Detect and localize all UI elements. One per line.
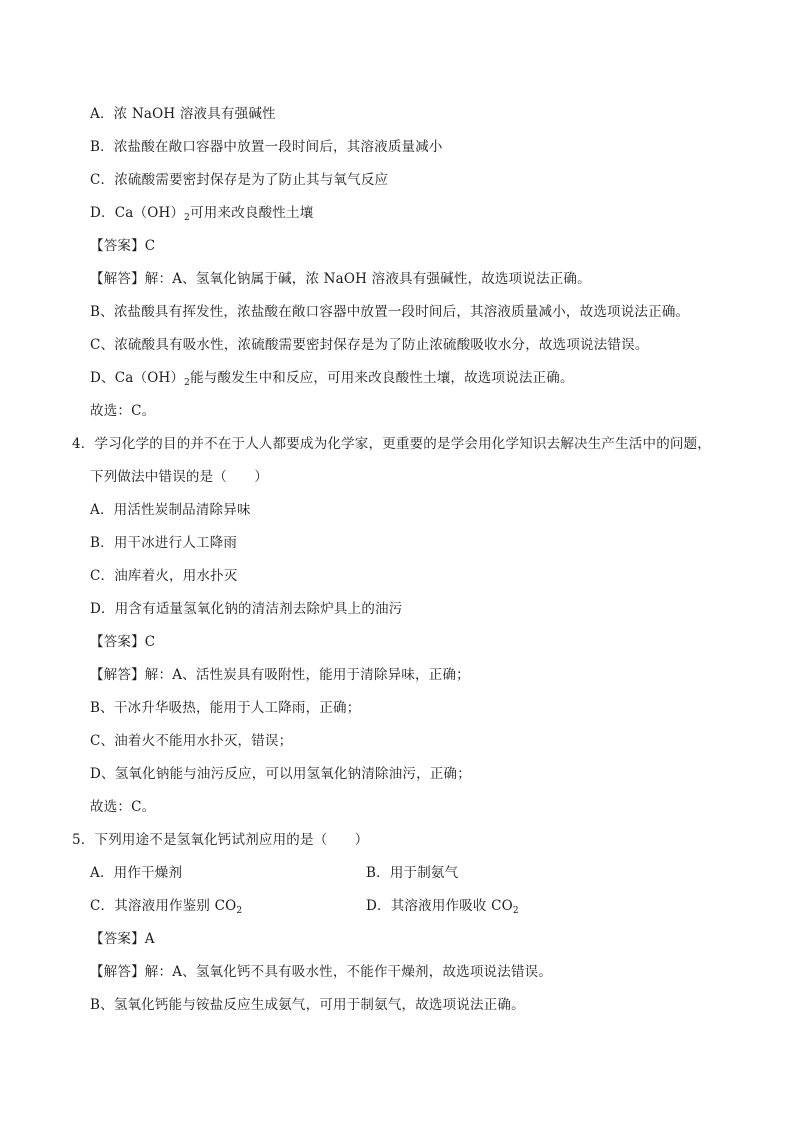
q3-explanation-d-text-rest: 能与酸发生中和反应，可用来改良酸性土壤，故选项说法正确。 <box>190 370 574 386</box>
q3-option-b: B．浓盐酸在敞口容器中放置一段时间后，其溶液质量减小 <box>90 139 443 155</box>
q4-explanation-a: 【解答】解：A、活性炭具有吸附性，能用于清除异味，正确； <box>90 667 470 683</box>
q4-stem-line2: 下列做法中错误的是（ ） <box>90 469 269 485</box>
q4-option-c: C．油库着火，用水扑灭 <box>90 568 238 584</box>
q4-explanation-d: D、氢氧化钠能与油污反应，可以用氢氧化钠清除油污，正确； <box>90 766 471 782</box>
q5-option-c-text: C．其溶液用作鉴别 CO <box>90 898 237 914</box>
q3-option-a: A．浓 NaOH 溶液具有强碱性 <box>90 106 276 122</box>
q3-option-d <box>90 204 313 222</box>
q5-option-c-subscript: 2 <box>236 906 243 916</box>
q5-explanation-b: B、氢氧化钙能与铵盐反应生成氨气，可用于制氨气，故选项说法正确。 <box>90 997 525 1013</box>
q5-answer: 【答案】A <box>90 931 155 947</box>
q3-explanation-c: C、浓硫酸具有吸水性，浓硫酸需要密封保存是为了防止浓硫酸吸收水分，故选项说法错误。 <box>90 337 649 353</box>
q3-explanation-d-subscript: 2 <box>184 378 191 388</box>
q3-choose: 故选：C。 <box>90 403 156 419</box>
q5-option-d <box>366 897 519 915</box>
q4-stem-line1: 4．学习化学的目的并不在于人人都要成为化学家，更重要的是学会用化学知识去解决生产生活中的问题， <box>72 436 711 452</box>
q3-explanation-b: B、浓盐酸具有挥发性，浓盐酸在敞口容器中放置一段时间后，其溶液质量减小，故选项说法正确。 <box>90 304 690 320</box>
q3-explanation-a: 【解答】解：A、氢氧化钠属于碱，浓 NaOH 溶液具有强碱性，故选项说法正确。 <box>90 271 591 287</box>
q4-option-b: B．用干冰进行人工降雨 <box>90 535 238 551</box>
q5-option-b: B．用于制氨气 <box>366 865 459 881</box>
q3-option-c: C．浓硫酸需要密封保存是为了防止其与氧气反应 <box>90 172 389 188</box>
q5-option-c <box>90 897 242 915</box>
q5-option-a: A．用作干燥剂 <box>90 865 183 881</box>
q4-option-a: A．用活性炭制品清除异味 <box>90 502 251 518</box>
q4-option-d: D．用含有适量氢氧化钠的清洁剂去除炉具上的油污 <box>90 601 403 617</box>
q5-option-d-text: D．其溶液用作吸收 CO <box>366 898 513 914</box>
q3-option-d-subscript: 2 <box>184 213 191 223</box>
q4-choose: 故选：C。 <box>90 799 156 815</box>
q4-answer: 【答案】C <box>90 634 156 650</box>
q5-stem: 5．下列用途不是氢氧化钙试剂应用的是（ ） <box>72 832 369 848</box>
q3-option-d-text: D．Ca（OH） <box>90 205 185 221</box>
q3-option-d-text-rest: 可用来改良酸性土壤 <box>190 205 314 221</box>
q5-option-d-subscript: 2 <box>512 906 519 916</box>
q3-explanation-d-text: D、Ca（OH） <box>90 370 185 386</box>
q4-explanation-c: C、油着火不能用水扑灭，错误； <box>90 733 293 749</box>
q4-explanation-b: B、干冰升华吸热，能用于人工降雨，正确； <box>90 700 361 716</box>
q3-explanation-d <box>90 369 574 387</box>
q5-explanation-a: 【解答】解：A、氢氧化钙不具有吸水性，不能作干燥剂，故选项说法错误。 <box>90 964 553 980</box>
q3-answer: 【答案】C <box>90 238 156 254</box>
